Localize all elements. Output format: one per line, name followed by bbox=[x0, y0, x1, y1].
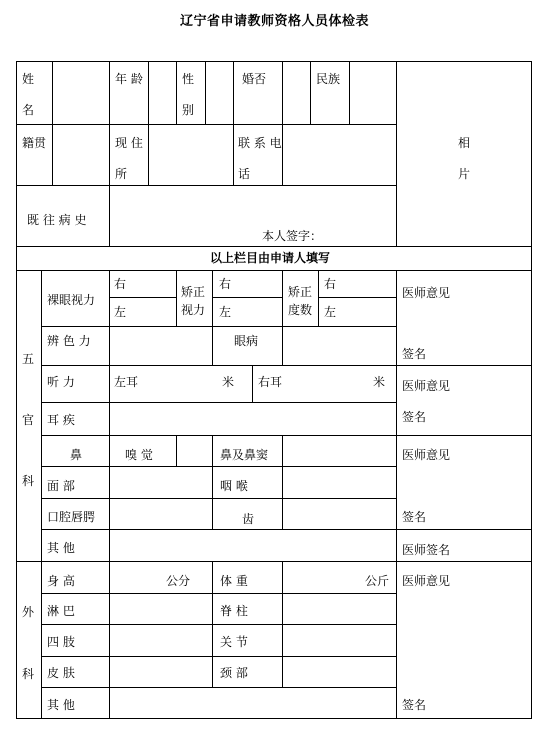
spine-label: 脊 柱 bbox=[220, 604, 248, 618]
teeth-label: 齿 bbox=[242, 512, 255, 526]
limbs-label: 四 肢 bbox=[47, 635, 75, 649]
ear-disease-label: 耳 疾 bbox=[47, 413, 75, 427]
lymph-label: 淋 巴 bbox=[47, 604, 75, 618]
height-unit: 公分 bbox=[166, 574, 191, 588]
form-title: 辽宁省申请教师资格人员体检表 bbox=[179, 14, 369, 29]
right-ear-label: 右耳 bbox=[258, 375, 283, 389]
left-ear-label: 左耳 bbox=[114, 375, 139, 389]
neck-label: 颈 部 bbox=[220, 666, 248, 680]
corrected-degree-left: 左 bbox=[324, 305, 337, 319]
eye-disease-label: 眼病 bbox=[234, 334, 259, 348]
name-label-2: 名 bbox=[22, 103, 35, 117]
corrected-vision-label-2: 视力 bbox=[181, 303, 206, 317]
applicant-note: 以上栏目由申请人填写 bbox=[210, 251, 331, 265]
corrected-degree-label-2: 度数 bbox=[288, 303, 313, 317]
doctor-sign-surgical: 签名 bbox=[402, 698, 427, 712]
doctor-opinion-ear: 医师意见 bbox=[402, 379, 451, 393]
ethnic-label: 民族 bbox=[316, 72, 341, 86]
photo-label-2: 片 bbox=[458, 167, 471, 181]
doctor-signature: 医师签名 bbox=[402, 543, 451, 557]
name-label: 姓 bbox=[22, 72, 35, 86]
surgical-section-label: 外 bbox=[22, 605, 35, 619]
sinus-label: 鼻及鼻窦 bbox=[220, 448, 269, 462]
smell-label: 嗅 觉 bbox=[125, 448, 153, 462]
surgical-section-label-2: 科 bbox=[22, 667, 35, 681]
address-label-2: 所 bbox=[115, 167, 128, 181]
sex-label-2: 别 bbox=[182, 103, 195, 117]
weight-label: 体 重 bbox=[220, 574, 248, 588]
naked-vision-right: 右 bbox=[114, 277, 127, 291]
doctor-opinion-ent: 医师意见 bbox=[402, 448, 451, 462]
doctor-sign-ent: 签名 bbox=[402, 510, 427, 524]
applicant-signature-label: 本人签字： bbox=[262, 229, 323, 243]
joints-label: 关 节 bbox=[220, 635, 248, 649]
address-label: 现 住 bbox=[115, 136, 143, 150]
face-label: 面 部 bbox=[47, 479, 75, 493]
medical-history-label: 既 往 病 史 bbox=[27, 213, 87, 227]
corrected-vision-left: 左 bbox=[219, 305, 232, 319]
facial-section-label: 五 bbox=[22, 352, 35, 366]
height-label: 身 高 bbox=[47, 574, 75, 588]
skin-label: 皮 肤 bbox=[47, 666, 75, 680]
phone-label: 联 系 电 bbox=[238, 136, 282, 150]
throat-label: 咽 喉 bbox=[220, 479, 248, 493]
surgical-other-label: 其 他 bbox=[47, 698, 75, 712]
married-label: 婚否 bbox=[242, 72, 267, 86]
facial-section-label-2: 官 bbox=[22, 413, 35, 427]
doctor-opinion-surgical: 医师意见 bbox=[402, 574, 451, 588]
facial-section-label-3: 科 bbox=[22, 474, 35, 488]
color-sense-label: 辨 色 力 bbox=[47, 334, 91, 348]
photo-label: 相 bbox=[458, 136, 471, 150]
naked-vision-label: 裸眼视力 bbox=[47, 293, 96, 307]
doctor-sign-eye: 签名 bbox=[402, 347, 427, 361]
hearing-label: 听 力 bbox=[47, 375, 75, 389]
right-ear-unit: 米 bbox=[373, 375, 386, 389]
corrected-vision-label: 矫正 bbox=[181, 285, 206, 299]
corrected-degree-right: 右 bbox=[324, 277, 337, 291]
age-label: 年 龄 bbox=[115, 72, 143, 86]
naked-vision-left: 左 bbox=[114, 305, 127, 319]
phone-label-2: 话 bbox=[238, 167, 251, 181]
corrected-degree-label: 矫正 bbox=[288, 285, 313, 299]
doctor-sign-ear: 签名 bbox=[402, 410, 427, 424]
sex-label: 性 bbox=[182, 72, 195, 86]
mouth-label: 口腔唇腭 bbox=[47, 510, 96, 524]
origin-label: 籍贯 bbox=[22, 136, 47, 150]
doctor-opinion-eye: 医师意见 bbox=[402, 286, 451, 300]
corrected-vision-right: 右 bbox=[219, 277, 232, 291]
weight-unit: 公斤 bbox=[365, 574, 390, 588]
facial-other-label: 其 他 bbox=[47, 541, 75, 555]
left-ear-unit: 米 bbox=[222, 375, 235, 389]
nose-label: 鼻 bbox=[70, 448, 83, 462]
